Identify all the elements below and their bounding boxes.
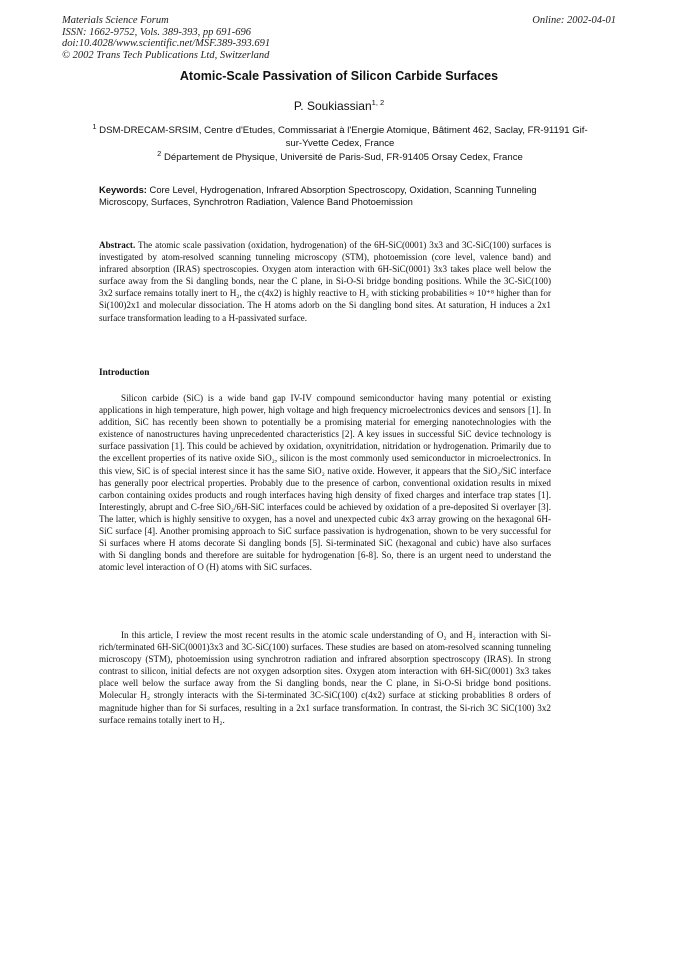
issn-line: ISSN: 1662-9752, Vols. 389-393, pp 691-696 bbox=[62, 26, 251, 38]
journal-header bbox=[62, 15, 270, 61]
affiliation-2-mark: 2 bbox=[157, 148, 162, 158]
intro-paragraph-2 bbox=[99, 629, 551, 726]
paper-title: Atomic-Scale Passivation of Silicon Carbide Surfaces bbox=[179, 69, 499, 83]
affiliation-1 bbox=[90, 121, 590, 150]
abstract-block bbox=[99, 239, 551, 324]
copyright-line: © 2002 Trans Tech Publications Ltd, Switzerland bbox=[62, 49, 270, 61]
abstract-text: The atomic scale passivation (oxidation, hydrogenation) of the 6H-SiC(0001) 3x3 and 3C-SiC(100) surfaces is investigated by atom-resolved scanning tunneling microscopy (STM), photoemission (core level, valence band) and infrared absorption (IRAS) spectroscopies. Oxygen atom interaction with 6H-SiC(0001) 3x3 takes place well below the surface away from the Si dangling bonds, near the C plane, in Si-O-Si bridge bonding positions. While the 3C-SiC(100) 3x2 surface remains totally inert to H₂, the c(4x2) is highly reactive to H₂ with sticking probabilities ≈ 10⁺⁸ higher than for Si(100)2x1 and molecular dissociation. The H atoms adorb on the Si dangling bond sites. At saturation, H induces a 2x1 surface transformation leading to a H-passivated surface. bbox=[99, 240, 551, 323]
keywords-label: Keywords: bbox=[99, 184, 147, 195]
online-date: Online: 2002-04-01 bbox=[532, 15, 616, 26]
author-line bbox=[0, 99, 678, 113]
author-affiliation-marks: 1, 2 bbox=[371, 98, 385, 107]
affiliation-2 bbox=[90, 148, 590, 165]
abstract-label: Abstract. bbox=[99, 240, 136, 250]
journal-name: Materials Science Forum bbox=[62, 15, 169, 26]
introduction-heading: Introduction bbox=[99, 368, 150, 378]
keywords-block bbox=[99, 184, 554, 209]
affiliation-2-text: Département de Physique, Université de Paris-Sud, FR-91405 Orsay Cedex, France bbox=[163, 152, 523, 163]
intro-paragraph-1 bbox=[99, 392, 551, 573]
doi-line: doi:10.4028/www.scientific.net/MSF.389-393.691 bbox=[62, 38, 271, 49]
keywords-text: Core Level, Hydrogenation, Infrared Absorption Spectroscopy, Oxidation, Scanning Tunneling Microscopy, Surfaces, Synchrotron Radiation, Valence Band Photoemission bbox=[99, 184, 537, 208]
affiliation-1-text: DSM-DRECAM-SRSIM, Centre d'Etudes, Commissariat à l'Energie Atomique, Bâtiment 462, Saclay, FR-91191 Gif-sur-Yvette Cedex, France bbox=[99, 125, 588, 149]
intro-paragraph-2-text: In this article, I review the most recent results in the atomic scale understanding of O₂ and H₂ interaction with Si-rich/terminated 6H-SiC(0001)3x3 and 3C-SiC(100) surfaces. These studies are based on atom-resolved scanning tunneling microscopy (STM), photoemission using synchrotron radiation and infrared absorption spectroscopy (IRAS). In strong contrast to silicon, initial defects are not oxygen adsorption sites. Oxygen atom interaction with 6H-SiC(0001) 3x3 takes place well below the surface away from the Si dangling bonds, near the C plane, in Si-O-Si bridge bond positions. Molecular H₂ strongly interacts with the Si-terminated 3C-SiC(100) c(4x2) surface at sticking probablities 8 orders of magnitude higher than for Si surfaces, resulting in a 2x1 surface transformation. In contrast, the Si-rich 3C SiC(100) 3x2 surface remains totally inert to H₂. bbox=[99, 630, 551, 725]
intro-paragraph-1-text: Silicon carbide (SiC) is a wide band gap IV-IV compound semiconductor having many potential or existing applications in high temperature, high power, high voltage and high frequency microelectronics devices and sensors [1]. In addition, SiC has recently been shown to potentially be a promising material for emerging nanotechnologies with the existence of nanostructures having unprecedented characteristics [2]. A key issues in successful SiC device technology is surface passivation [1]. This could be achieved by oxidation, oxynitridation, nitridation or hydrogenation. Primarily due to the excellent properties of its native oxide SiO₂, silicon is the most commonly used semiconductor in microelectronics. In this view, SiC is of special interest since it has the same SiO₂ native oxide. However, it appears that the SiO₂/SiC interface has generally poor electrical properties. Probably due to the presence of carbon, conventional oxidation results in mixed carbon containing oxides products and rough interfaces having high density of fixed charges and interface trap states [1]. Interestingly, abrupt and C-free SiO₂/6H-SiC interfaces could be achieved by oxidation of a pre-deposited Si overlayer [3]. The latter, which is highly sensitive to oxygen, has a novel and unexpected cubic 4x3 array growing on the hexagonal 6H-SiC surface [4]. Another promising approach to SiC surface passivation is hydrogenation, shown to be very successful for Si surfaces where H atoms decorate Si dangling bonds [5]. Si-terminated SiC (hexagonal and cubic) have also surfaces with Si dangling bonds and therefore are suitable for hydrogenation [6-8]. So, there is an urgent need to understand the atomic level interaction of O (H) atoms with SiC surfaces. bbox=[99, 393, 551, 573]
affiliation-1-mark: 1 bbox=[92, 121, 97, 131]
author-name: P. Soukiassian bbox=[293, 99, 372, 113]
